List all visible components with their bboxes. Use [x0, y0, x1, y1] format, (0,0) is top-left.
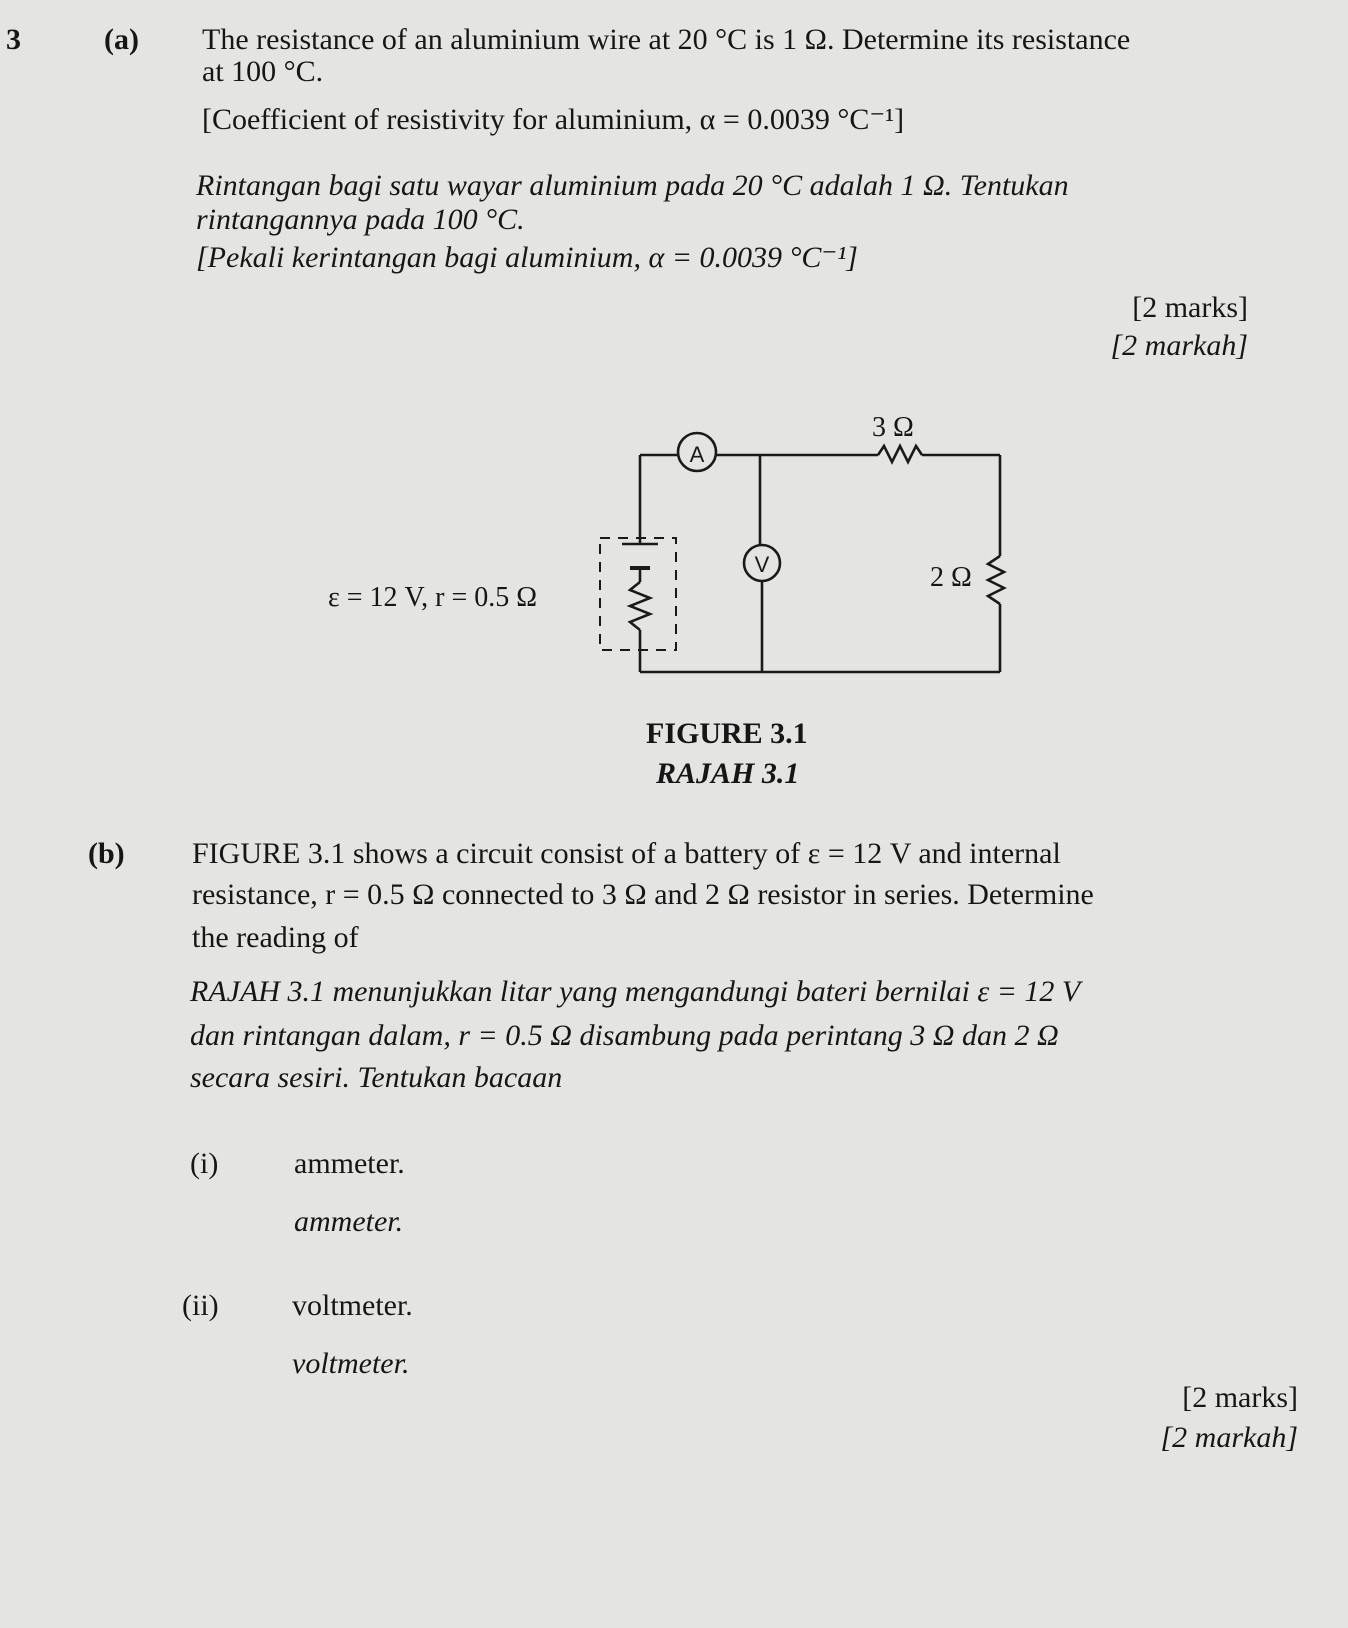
part-a-en-note: [Coefficient of resistivity for aluminium, α = 0.0039 °C⁻¹]: [202, 103, 905, 136]
part-a-en-line1: The resistance of an aluminium wire at 20 °C is 1 Ω. Determine its resistance: [202, 23, 1131, 56]
part-a-marks-en: [2 marks]: [1132, 291, 1248, 324]
sub-ii-en: voltmeter.: [292, 1289, 413, 1322]
sub-i-label: (i): [190, 1147, 219, 1180]
resistor-3-ohm-label: 3 Ω: [872, 412, 914, 443]
part-b-en-line3: the reading of: [192, 921, 359, 954]
part-b-ms-line2: dan rintangan dalam, r = 0.5 Ω disambung pada perintang 3 Ω dan 2 Ω: [190, 1019, 1059, 1052]
part-b-ms-line3: secara sesiri. Tentukan bacaan: [190, 1061, 563, 1094]
figure-caption-ms: RAJAH 3.1: [656, 757, 800, 790]
resistor-3-ohm: [878, 446, 922, 462]
voltmeter-symbol: V: [754, 552, 770, 577]
resistor-2-ohm-label: 2 Ω: [930, 562, 972, 593]
part-a-en-line2: at 100 °C.: [202, 55, 324, 88]
part-b-en-line1: FIGURE 3.1 shows a circuit consist of a battery of ε = 12 V and internal: [192, 837, 1061, 870]
resistor-2-ohm: [988, 556, 1004, 604]
part-b-marks-ms: [2 markah]: [1160, 1421, 1298, 1454]
part-a-label: (a): [104, 23, 139, 56]
battery-label: ε = 12 V, r = 0.5 Ω: [328, 582, 538, 613]
ammeter-symbol: A: [689, 442, 705, 467]
sub-i-ms: ammeter.: [294, 1205, 404, 1238]
part-a-ms-line2: rintangannya pada 100 °C.: [196, 203, 525, 236]
part-a-marks-ms: [2 markah]: [1110, 329, 1248, 362]
sub-i-en: ammeter.: [294, 1147, 405, 1180]
figure-caption-en: FIGURE 3.1: [646, 717, 808, 750]
part-b-label: (b): [88, 837, 125, 870]
part-b-en-line2: resistance, r = 0.5 Ω connected to 3 Ω and 2 Ω resistor in series. Determine: [192, 878, 1094, 911]
sub-ii-ms: voltmeter.: [292, 1347, 410, 1380]
question-number: 3: [6, 23, 21, 56]
sub-ii-label: (ii): [182, 1289, 219, 1322]
part-b-ms-line1: RAJAH 3.1 menunjukkan litar yang mengandungi bateri bernilai ε = 12 V: [190, 975, 1081, 1008]
part-a-ms-line1: Rintangan bagi satu wayar aluminium pada 20 °C adalah 1 Ω. Tentukan: [196, 169, 1069, 202]
internal-resistor: [630, 582, 650, 630]
part-a-ms-note: [Pekali kerintangan bagi aluminium, α = 0.0039 °C⁻¹]: [196, 241, 858, 274]
part-b-marks-en: [2 marks]: [1182, 1381, 1298, 1414]
